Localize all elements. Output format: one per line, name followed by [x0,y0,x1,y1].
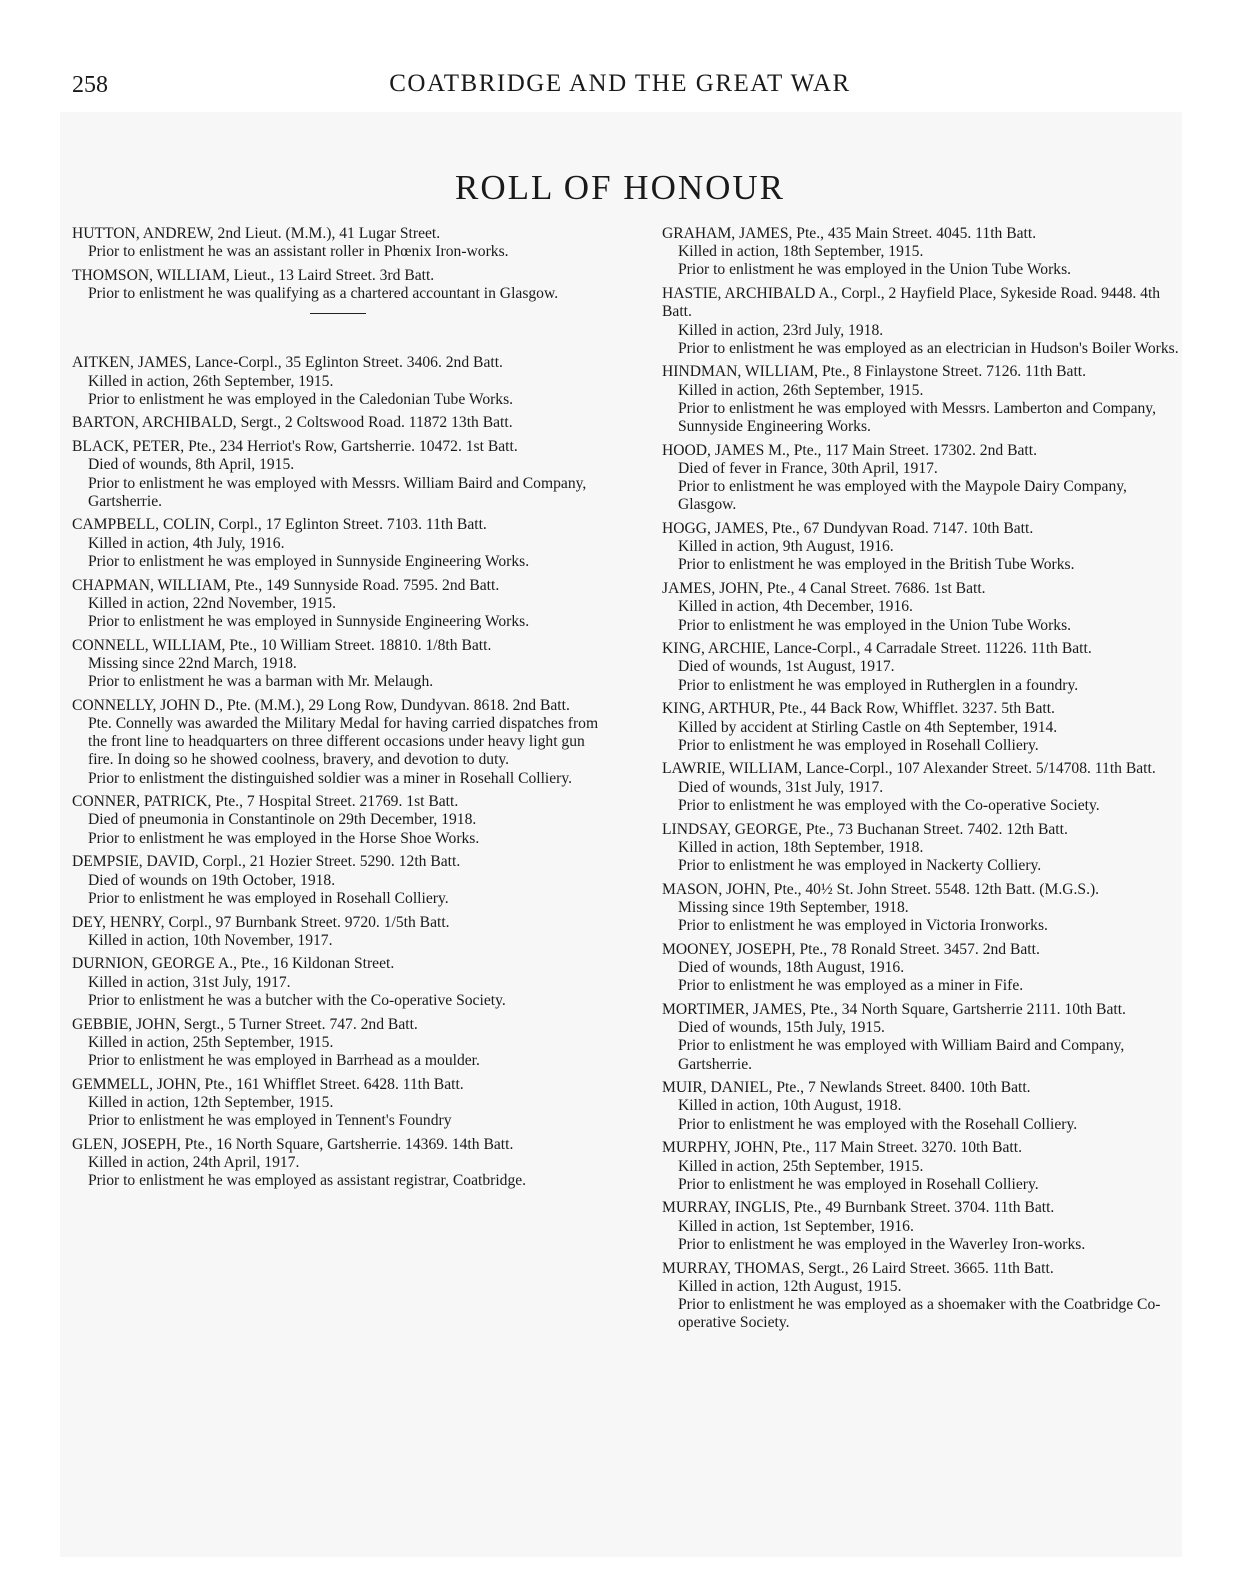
entry-heading: KING, ARTHUR, Pte., 44 Back Row, Whifflet. 3237. 5th Batt. [662,700,1055,718]
entry-detail: Prior to enlistment he was employed in Rosehall Colliery. [88,889,449,907]
entry-detail: Killed in action, 4th July, 1916. [88,534,285,552]
roll-entry [662,442,1184,515]
entry-heading: DEY, HENRY, Corpl., 97 Burnbank Street. 9720. 1/5th Batt. [72,913,450,931]
entry-detail: Killed in action, 31st July, 1917. [88,973,291,991]
roll-entry [72,1016,612,1071]
entry-detail: Prior to enlistment he was employed in Barrhead as a moulder. [88,1051,480,1069]
entry-heading: HINDMAN, WILLIAM, Pte., 8 Finlaystone Street. 7126. 11th Batt. [662,363,1087,381]
roll-entry [662,1139,1184,1194]
entry-heading: CAMPBELL, COLIN, Corpl., 17 Eglinton Street. 7103. 11th Batt. [72,516,487,534]
entry-detail: Prior to enlistment he was employed in Rosehall Colliery. [678,1175,1039,1193]
entry-detail: Killed in action, 10th August, 1918. [678,1097,902,1115]
entry-heading: HUTTON, ANDREW, 2nd Lieut. (M.M.), 41 Lugar Street. [72,225,441,242]
entry-detail: Prior to enlistment he was employed in Rosehall Colliery. [678,736,1039,754]
right-column [662,225,1184,1338]
entry-detail: Prior to enlistment he was employed as an electrician in Hudson's Boiler Works. [678,339,1179,357]
entry-detail: Died of wounds, 31st July, 1917. [678,778,884,796]
entry-detail: Prior to enlistment he was employed in Tennent's Foundry [88,1112,452,1130]
entry-detail: Died of wounds, 1st August, 1917. [678,658,895,676]
roll-entry [72,1136,612,1191]
entry-detail: Died of wounds on 19th October, 1918. [88,871,336,889]
entry-detail: Died of wounds, 18th August, 1916. [678,959,905,977]
entry-detail: Died of wounds, 15th July, 1915. [678,1019,885,1037]
entry-detail: Killed in action, 12th September, 1915. [88,1093,334,1111]
entry-detail: Prior to enlistment he was employed in the Horse Shoe Works. [88,829,480,847]
entry-detail: Prior to enlistment he was employed in Victoria Ironworks. [678,917,1048,935]
roll-entry [72,577,612,632]
roll-entry [662,1001,1184,1074]
roll-entry [662,225,1184,280]
entry-heading: MASON, JOHN, Pte., 40½ St. John Street. 5548. 12th Batt. (M.G.S.). [662,880,1100,898]
roll-entry [72,914,612,950]
entry-detail: Killed in action, 18th September, 1918. [678,838,924,856]
entry-detail: Prior to enlistment he was employed with the Maypole Dairy Company, Glasgow. [678,478,1127,514]
entry-detail: Prior to enlistment he was employed with Messrs. William Baird and Company, Gartsherrie. [88,474,587,510]
roll-entry [72,267,612,303]
page-title: ROLL OF HONOUR [454,168,786,207]
roll-entry [662,1260,1184,1333]
entry-detail: Prior to enlistment he was employed in Nackerty Colliery. [678,857,1042,874]
roll-entry [72,793,612,848]
entry-detail: Died of fever in France, 30th April, 1917. [678,459,938,477]
entry-detail: Prior to enlistment he was employed in Rutherglen in a foundry. [678,676,1079,694]
entry-heading: CONNER, PATRICK, Pte., 7 Hospital Street. 21769. 1st Batt. [72,793,459,811]
roll-entry [662,700,1184,755]
entry-detail: Killed in action, 18th September, 1915. [678,243,924,261]
roll-entry [72,1076,612,1131]
entry-heading: MUIR, DANIEL, Pte., 7 Newlands Street. 8400. 10th Batt. [662,1079,1031,1097]
roll-entry [662,580,1184,635]
section-spacer [72,314,612,354]
entry-detail: Prior to enlistment he was employed as assistant registrar, Coatbridge. [88,1172,527,1190]
entry-detail: Prior to enlistment he was employed in the British Tube Works. [678,556,1075,574]
entry-heading: MOONEY, JOSEPH, Pte., 78 Ronald Street. 3457. 2nd Batt. [662,940,1040,958]
entry-detail: Killed in action, 9th August, 1916. [678,538,894,556]
entry-heading: CONNELL, WILLIAM, Pte., 10 William Street. 18810. 1/8th Batt. [72,636,492,654]
entry-detail: Prior to enlistment he was employed as a miner in Fife. [678,977,1024,995]
entry-detail: Killed in action, 26th September, 1915. [678,381,924,399]
entry-detail: Killed in action, 10th November, 1917. [88,931,333,949]
entry-detail: Prior to enlistment he was employed with Messrs. Lamberton and Company, Sunnyside Engineering Works. [678,399,1156,436]
entry-detail: Died of wounds, 8th April, 1915. [88,456,295,474]
entry-heading: MURRAY, THOMAS, Sergt., 26 Laird Street. 3665. 11th Batt. [662,1259,1054,1277]
entry-heading: DEMPSIE, DAVID, Corpl., 21 Hozier Street. 5290. 12th Batt. [72,853,461,871]
entry-detail: Killed in action, 23rd July, 1918. [678,321,884,339]
roll-entry [662,760,1184,815]
entry-heading: JAMES, JOHN, Pte., 4 Canal Street. 7686. 1st Batt. [662,580,986,598]
entry-heading: HOGG, JAMES, Pte., 67 Dundyvan Road. 7147. 10th Batt. [662,520,1034,538]
entry-detail: Killed by accident at Stirling Castle on 4th September, 1914. [678,718,1058,736]
roll-entry [72,637,612,692]
page-number: 258 [72,72,108,98]
entry-heading: GLEN, JOSEPH, Pte., 16 North Square, Gartsherrie. 14369. 14th Batt. [72,1135,514,1153]
entry-detail: Missing since 22nd March, 1918. [88,654,297,672]
entry-detail: Prior to enlistment he was employed in Sunnyside Engineering Works. [88,552,530,570]
entry-detail: Prior to enlistment the distinguished soldier was a miner in Rosehall Colliery. [88,769,573,787]
roll-entry [72,853,612,908]
roll-entry [72,438,612,511]
entry-heading: LAWRIE, WILLIAM, Lance-Corpl., 107 Alexander Street. 5/14708. 11th Batt. [662,760,1156,778]
roll-entry [72,225,612,261]
entry-detail: Prior to enlistment he was employed with the Rosehall Colliery. [678,1115,1078,1133]
roll-entry [662,821,1184,876]
entry-detail: Pte. Connelly was awarded the Military Medal for having carried dispatches from the front line to headquarters on three different occasions under heavy light gun fire. In doing so he showed coolness, bravery, and devotion to duty. [88,714,599,769]
entry-detail: Prior to enlistment he was employed in the Caledonian Tube Works. [88,390,514,408]
roll-entry [662,1199,1184,1254]
left-column [72,225,612,1196]
entry-heading: GEBBIE, JOHN, Sergt., 5 Turner Street. 747. 2nd Batt. [72,1015,418,1033]
running-head: COATBRIDGE AND THE GREAT WAR [389,70,851,97]
entry-detail: Killed in action, 24th April, 1917. [88,1153,300,1171]
entry-detail: Killed in action, 12th August, 1915. [678,1277,902,1295]
entry-heading: MURRAY, INGLIS, Pte., 49 Burnbank Street. 3704. 11th Batt. [662,1199,1055,1217]
roll-entry [72,516,612,571]
entry-heading: CHAPMAN, WILLIAM, Pte., 149 Sunnyside Road. 7595. 2nd Batt. [72,576,500,594]
roll-entry [662,363,1184,436]
entry-detail: Prior to enlistment he was employed with the Co-operative Society. [678,796,1100,814]
roll-entry [72,414,612,432]
entry-detail: Missing since 19th September, 1918. [678,898,909,916]
roll-entry [72,955,612,1010]
entry-detail: Prior to enlistment he was a barman with Mr. Melaugh. [88,673,434,691]
entry-heading: GEMMELL, JOHN, Pte., 161 Whifflet Street. 6428. 11th Batt. [72,1075,464,1093]
roll-entry [72,697,612,788]
entry-heading: HASTIE, ARCHIBALD A., Corpl., 2 Hayfield Place, Sykeside Road. 9448. 4th Batt. [662,285,1161,321]
roll-entry [662,285,1184,358]
entry-heading: DURNION, GEORGE A., Pte., 16 Kildonan Street. [72,955,395,973]
entry-detail: Killed in action, 25th September, 1915. [678,1157,924,1175]
entry-heading: MURPHY, JOHN, Pte., 117 Main Street. 3270. 10th Batt. [662,1139,1022,1157]
entry-heading: HOOD, JAMES M., Pte., 117 Main Street. 17302. 2nd Batt. [662,441,1037,459]
entry-heading: BARTON, ARCHIBALD, Sergt., 2 Coltswood Road. 11872 13th Batt. [72,414,513,432]
entry-detail: Prior to enlistment he was an assistant roller in Phœnix Iron-works. [88,243,509,261]
entry-heading: CONNELLY, JOHN D., Pte. (M.M.), 29 Long Row, Dundyvan. 8618. 2nd Batt. [72,696,570,714]
entry-heading: GRAHAM, JAMES, Pte., 435 Main Street. 4045. 11th Batt. [662,225,1037,242]
entry-detail: Killed in action, 1st September, 1916. [678,1217,914,1235]
entry-detail: Killed in action, 25th September, 1915. [88,1033,334,1051]
entry-detail: Prior to enlistment he was employed in the Waverley Iron-works. [678,1235,1086,1253]
entry-heading: LINDSAY, GEORGE, Pte., 73 Buchanan Street. 7402. 12th Batt. [662,820,1068,838]
roll-entry [662,520,1184,575]
roll-entry [662,881,1184,936]
entry-detail: Prior to enlistment he was employed in the Union Tube Works. [678,616,1072,634]
entry-detail: Prior to enlistment he was employed in the Union Tube Works. [678,261,1072,279]
entry-detail: Prior to enlistment he was employed with William Baird and Company, Gartsherrie. [678,1037,1125,1073]
roll-entry [662,1079,1184,1134]
entry-detail: Prior to enlistment he was a butcher with the Co-operative Society. [88,991,506,1009]
entry-detail: Killed in action, 22nd November, 1915. [88,594,336,612]
entry-heading: KING, ARCHIE, Lance-Corpl., 4 Carradale Street. 11226. 11th Batt. [662,640,1092,658]
entry-detail: Killed in action, 26th September, 1915. [88,372,334,390]
entry-detail: Died of pneumonia in Constantinole on 29th December, 1918. [88,811,477,829]
entry-heading: MORTIMER, JAMES, Pte., 34 North Square, Gartsherrie 2111. 10th Batt. [662,1000,1126,1018]
roll-entry [662,640,1184,695]
entry-detail: Prior to enlistment he was employed as a shoemaker with the Coatbridge Co-operative Society. [678,1295,1161,1332]
entry-heading: BLACK, PETER, Pte., 234 Herriot's Row, Gartsherrie. 10472. 1st Batt. [72,438,518,456]
entry-detail: Killed in action, 4th December, 1916. [678,598,913,616]
entry-detail: Prior to enlistment he was qualifying as a chartered accountant in Glasgow. [88,285,559,303]
entry-detail: Prior to enlistment he was employed in Sunnyside Engineering Works. [88,612,530,630]
roll-entry [72,354,612,409]
entry-heading: THOMSON, WILLIAM, Lieut., 13 Laird Street. 3rd Batt. [72,266,435,284]
entry-heading: AITKEN, JAMES, Lance-Corpl., 35 Eglinton Street. 3406. 2nd Batt. [72,354,503,372]
roll-entry [662,941,1184,996]
